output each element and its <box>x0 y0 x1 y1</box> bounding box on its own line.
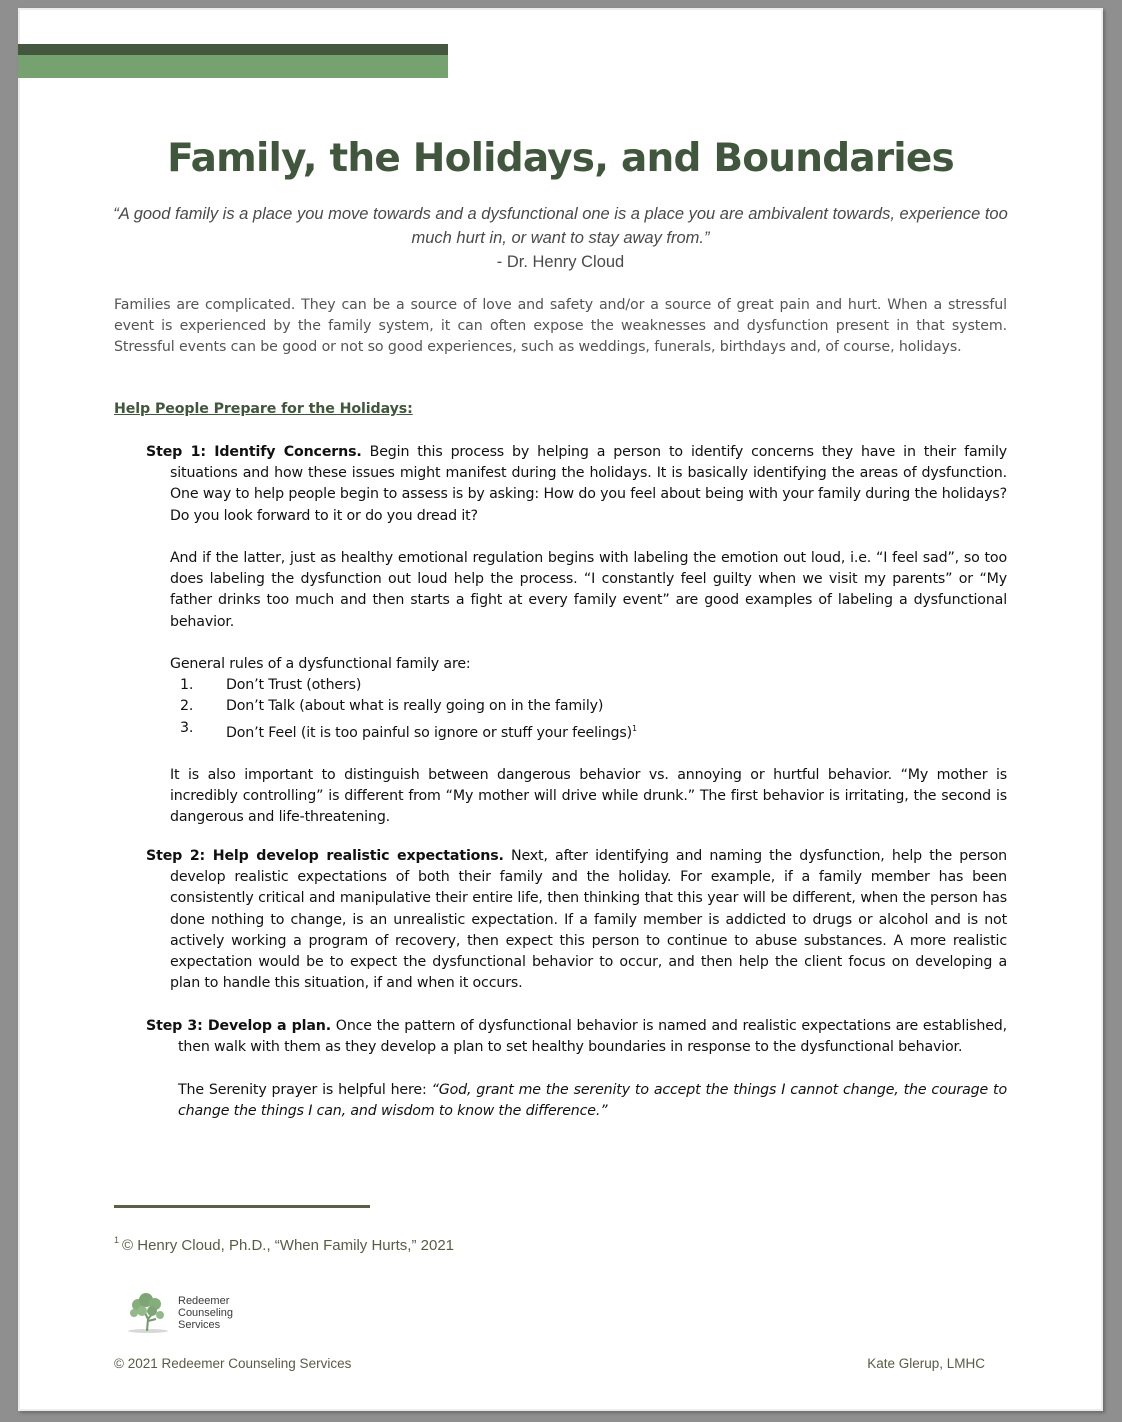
rule-item <box>170 696 1007 717</box>
step-1-text: Begin this process by helping a person to identify concerns they have in their family situations and how these issues might manifest during the holidays. It is basically identifying the areas of dysfunction. One way to help people begin to assess is by asking: How do you feel about being with your family during the holidays? Do you look forward to it or do you dread it? <box>170 444 1007 524</box>
footer-author: Kate Glerup, LMHC <box>867 1356 985 1371</box>
serenity-prayer-paragraph <box>178 1080 1007 1122</box>
step-2 <box>146 846 1007 994</box>
opening-quote <box>108 202 1013 274</box>
rules-list <box>170 675 1007 744</box>
logo-line: Services <box>178 1319 221 1331</box>
serenity-prayer: “God, grant me the serenity to accept the things I cannot change, the courage to change the things I can, and wisdom to know the difference.” <box>178 1081 1007 1119</box>
rule-text: Don’t Talk (about what is really going on in the family) <box>226 698 604 715</box>
rule-text: Don’t Trust (others) <box>226 677 362 694</box>
step-3-paragraph <box>146 1016 1007 1058</box>
step-2-lead: Step 2: Help develop realistic expectations. <box>146 848 504 864</box>
step-1-paragraph <box>146 442 1007 527</box>
footnote-number: 1 <box>114 1235 120 1245</box>
rule-text: Don’t Feel (it is too painful so ignore or stuff your feelings) <box>226 724 633 741</box>
tree-icon <box>124 1291 170 1335</box>
logo-line: Redeemer <box>178 1295 230 1307</box>
intro-paragraph: Families are complicated. They can be a source of love and safety and/or a source of great pain and hurt. When a stressful event is experienced by the family system, it can often expose the weaknesses and dysfunction present in that system. Stressful events can be good or not so good experiences, such as weddings, funerals, birthdays and, of course, holidays. <box>114 297 1007 356</box>
footer-copyright: © 2021 Redeemer Counseling Services <box>114 1356 352 1371</box>
quote-author: - Dr. Henry Cloud <box>496 253 625 271</box>
footnote-text: © Henry Cloud, Ph.D., “When Family Hurts,” 2021 <box>122 1237 455 1254</box>
step-1-paragraph-4: It is also important to distinguish between dangerous behavior vs. annoying or hurtful behavior. “My mother is incredibly controlling” is different from “My mother will drive while drunk.” The first behavior is irritating, the second is dangerous and life-threatening. <box>170 767 1007 826</box>
logo-text <box>178 1295 233 1331</box>
footnote-divider <box>114 1205 370 1208</box>
organization-logo <box>124 1291 233 1335</box>
step-3-lead: Step 3: Develop a plan. <box>146 1018 332 1034</box>
step-2-paragraph <box>146 846 1007 994</box>
quote-text: “A good family is a place you move towards and a dysfunctional one is a place you are ambivalent towards, experience too much hurt in, or want to stay away from.” <box>113 205 1008 247</box>
step-3-text: Once the pattern of dysfunctional behavior is named and realistic expectations are established, then walk with them as they develop a plan to set healthy boundaries in response to the dysfunctional behavior. <box>178 1018 1007 1056</box>
rule-item <box>170 718 1007 744</box>
step-2-text: Next, after identifying and naming the dysfunction, help the person develop realistic expectations of both their family and the holiday. For example, if a family member has been consistently critical and manipulative their entire life, then thinking that this year will be different, when the person has done nothing to change, is an unrealistic expectation. If a family member is addicted to drugs or alcohol and is not actively working a program of recovery, then expect this person to continue to abuse substances. A more realistic expectation would be to expect the dysfunctional behavior to occur, and then help the client focus on developing a plan to handle this situation, if and when it occurs. <box>170 848 1007 992</box>
step-1-lead: Step 1: Identify Concerns. <box>146 444 362 460</box>
rule-number: 3. <box>180 719 194 736</box>
document-page <box>18 8 1103 1411</box>
footnote <box>114 1235 454 1254</box>
header-bar-light <box>18 55 448 78</box>
section-heading: Help People Prepare for the Holidays: <box>114 401 413 417</box>
logo-line: Counseling <box>178 1307 234 1319</box>
step-3 <box>146 1016 1007 1122</box>
rule-item <box>170 675 1007 696</box>
header-bar-dark <box>18 44 448 55</box>
step-1-paragraph-2: And if the latter, just as healthy emotional regulation begins with labeling the emotion out loud, i.e. “I feel sad”, so too does labeling the dysfunction out loud help the process. “I constantly feel guilty when we visit my parents” or “My father drinks too much and then starts a fight at every family event” are good examples of labeling a dysfunctional behavior. <box>170 550 1007 630</box>
rule-number: 2. <box>180 698 194 715</box>
rule-number: 1. <box>180 677 194 694</box>
footnote-reference[interactable]: 1 <box>632 723 637 733</box>
rules-intro: General rules of a dysfunctional family are: <box>170 656 471 672</box>
document-title: Family, the Holidays, and Boundaries <box>167 136 954 181</box>
prayer-intro: The Serenity prayer is helpful here: <box>178 1081 432 1098</box>
step-1 <box>146 442 1007 829</box>
